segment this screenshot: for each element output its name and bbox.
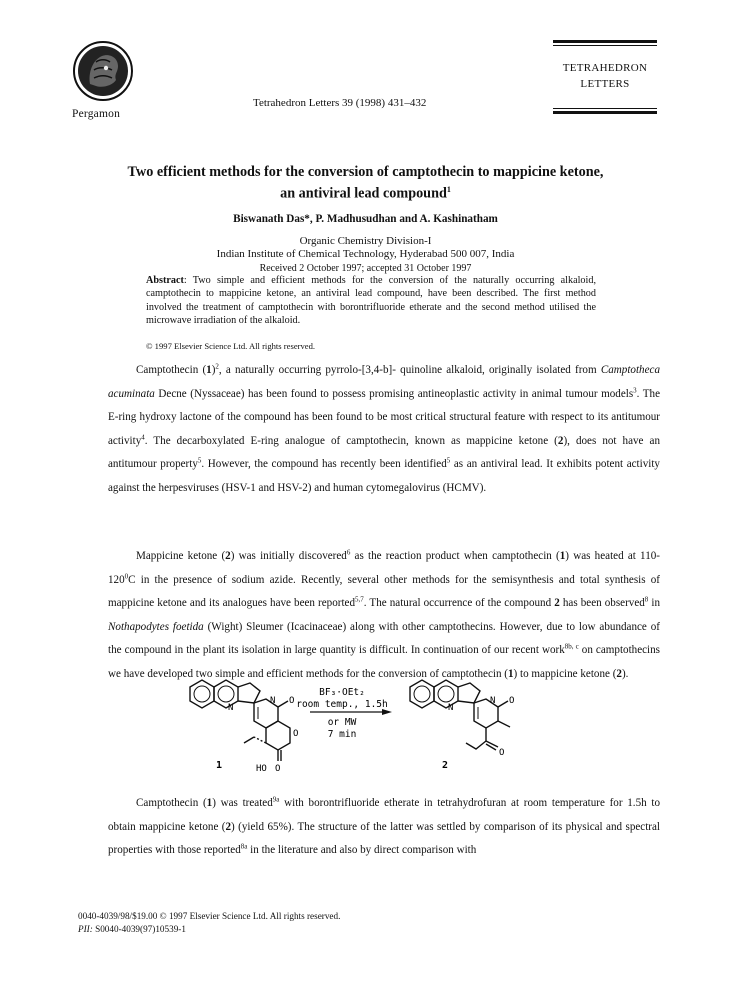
title-footnote-mark: 1: [446, 185, 451, 194]
paragraph-3: [108, 792, 660, 863]
text-run: 2: [225, 550, 231, 562]
footer-issn-copyright: 0040-4039/98/$19.00 © 1997 Elsevier Science Ltd. All rights reserved.: [78, 911, 341, 921]
text-run: C in the presence of sodium azide. Recently, several other methods for the semisynthesis and total synthesis of mappicine ketone and its analogues have been reported: [108, 573, 660, 609]
scheme-atom-o2: O: [293, 729, 299, 739]
text-run: 8: [644, 595, 649, 604]
text-run: 8b, c: [564, 642, 579, 651]
text-run: 2: [557, 434, 564, 447]
pii-value: S0040-4039(97)10539-1: [92, 924, 186, 934]
text-run: 5: [197, 456, 202, 465]
scheme-atom-o3: O: [275, 764, 281, 774]
brand-line-2: LETTERS: [580, 78, 630, 90]
text-run: 2: [554, 597, 560, 609]
text-run: in the literature and also by direct comparison with: [247, 844, 477, 856]
text-run: as the reaction product when camptothecin (: [350, 550, 560, 562]
text-run: 1: [559, 550, 566, 562]
text-run: ) (yield 65%). The structure of the latter was settled by comparison of its physical and spectral properties with those reported: [108, 820, 660, 856]
abstract-copyright: © 1997 Elsevier Science Ltd. All rights reserved.: [146, 341, 316, 351]
text-run: ).: [621, 667, 629, 680]
scheme-atom-n2: N: [270, 696, 276, 706]
scheme2-atom-n1: N: [448, 703, 454, 713]
text-run: on camptothecins we have developed two simple and efficient methods for the conversion of camptothecin (: [108, 644, 660, 680]
title-line-2-text: an antiviral lead compound: [280, 185, 447, 202]
brand-line-1: TETRAHEDRON: [562, 62, 648, 74]
brand-rule-bottom-thin: [553, 108, 657, 109]
paragraph-1: [108, 359, 660, 500]
text-run: 3: [633, 385, 637, 394]
brand-text: [553, 46, 657, 106]
text-run: Camptothecin (: [136, 797, 207, 809]
compound-label-1: 1: [216, 760, 223, 771]
title-line-1: Two efficient methods for the conversion of camptothecin to mappicine ketone,: [127, 164, 604, 180]
title-line-2: [80, 181, 651, 203]
brand-rule-bottom: [553, 111, 657, 114]
journal-reference: Tetrahedron Letters 39 (1998) 431–432: [253, 97, 427, 109]
text-run: as an antiviral lead. It exhibits potent activity against the herpesviruses (HSV-1 and HSV-2) and human cytomegalovirus (HCMV).: [108, 458, 660, 494]
text-run: 0: [124, 571, 129, 580]
affiliation: [80, 235, 651, 261]
condition-time: 7 min: [327, 729, 357, 740]
text-run: 8a: [240, 842, 248, 851]
text-run: Camptothecin (: [136, 364, 207, 376]
text-run: . However, the compound has recently been identified: [201, 458, 447, 470]
brand-rule-top: [553, 40, 657, 43]
text-run: ) to mappicine ketone (: [513, 667, 617, 680]
paragraph-2: [108, 545, 660, 686]
scheme-ho-label: HO: [256, 764, 267, 774]
text-run: ) was initially discovered: [230, 550, 347, 562]
article-title: [80, 163, 651, 203]
text-run: Decne (Nyssaceae) has been found to possess promising antineoplastic activity in animal tumour models: [158, 387, 634, 400]
journal-brand: [553, 40, 657, 114]
text-run: , a naturally occurring pyrrolo-[3,4-b]- quinoline alkaloid, originally isolated from: [218, 364, 597, 376]
text-run: 2: [616, 667, 622, 680]
text-run: 5,7: [355, 595, 364, 604]
text-run: 4: [141, 432, 145, 441]
abstract: [146, 274, 596, 328]
mappicine-ketone-structure: [410, 680, 510, 750]
text-run: (Wight) Sleumer (Icacinaceae) along with other camptothecins. However, due to low abundance of the compound in the plant its isolation in large quantity is difficult. In continuation of our recent work: [108, 620, 660, 656]
text-run: ): [211, 364, 216, 376]
text-run: has been observed: [559, 597, 645, 609]
compound-label-2: 2: [442, 760, 449, 771]
text-run: 6: [346, 548, 351, 557]
scheme-atom-o1: O: [289, 696, 295, 706]
text-run: 2: [215, 362, 219, 371]
text-run: Nothapodytes foetida: [108, 620, 204, 633]
pii-label: PII:: [78, 924, 93, 934]
footer: [78, 910, 340, 936]
text-run: . The E-ring hydroxy lactone of the compound has been found to be most critical structural feature with respect to its antitumour activity: [108, 387, 661, 447]
text-run: 2: [225, 820, 232, 833]
camptothecin-structure: [190, 680, 290, 761]
text-run: ) was treated: [212, 797, 273, 809]
publisher-name: Pergamon: [72, 108, 121, 120]
text-run: ), does not have an antitumour property: [108, 434, 660, 470]
text-run: . The natural occurrence of the compound: [363, 597, 555, 609]
reagent-label: BF₃·OEt₂: [319, 687, 365, 698]
scheme2-atom-o2: O: [499, 748, 505, 758]
reaction-scheme: [170, 673, 570, 788]
text-run: with borontrifluoride etherate in tetrahydrofuran at room temperature for 1.5h to obtain mappicine ketone (: [108, 797, 661, 833]
affiliation-division: Organic Chemistry Division-I: [299, 235, 432, 247]
pergamon-logo: [72, 40, 134, 106]
text-run: ) was heated at 110-120: [108, 550, 660, 586]
text-run: 1: [507, 667, 514, 680]
condition-room-temp: room temp., 1.5h: [296, 699, 388, 710]
text-run: 1: [206, 364, 212, 376]
abstract-label: Abstract: [146, 275, 184, 286]
text-run: 9a: [272, 795, 280, 804]
scheme-atom-n1: N: [228, 703, 234, 713]
scheme2-atom-n2: N: [490, 696, 496, 706]
text-run: in: [648, 597, 661, 609]
author-list: Biswanath Das*, P. Madhusudhan and A. Kashinatham: [233, 213, 498, 225]
text-run: . The decarboxylated E-ring analogue of camptothecin, known as mappicine ketone (: [144, 434, 558, 447]
scheme2-atom-o1: O: [509, 696, 515, 706]
footer-pii: [78, 923, 340, 936]
text-run: Mappicine ketone (: [136, 550, 226, 562]
text-run: 5: [446, 456, 451, 465]
abstract-text: : Two simple and efficient methods for the conversion of the naturally occurring alkaloid, camptothecin to mappicine ketone, an antiviral lead compound, have been described. The first method involved the treatment of camptothecin with borontrifluoride etherate and the second method utilised the microwave irradiation of the alkaloid.: [146, 275, 596, 327]
received-dates: Received 2 October 1997; accepted 31 October 1997: [259, 263, 472, 274]
condition-or-mw: or MW: [327, 717, 357, 728]
text-run: Camptotheca acuminata: [108, 364, 661, 400]
affiliation-institute: Indian Institute of Chemical Technology, Hyderabad 500 007, India: [216, 248, 515, 260]
text-run: 1: [206, 797, 213, 809]
